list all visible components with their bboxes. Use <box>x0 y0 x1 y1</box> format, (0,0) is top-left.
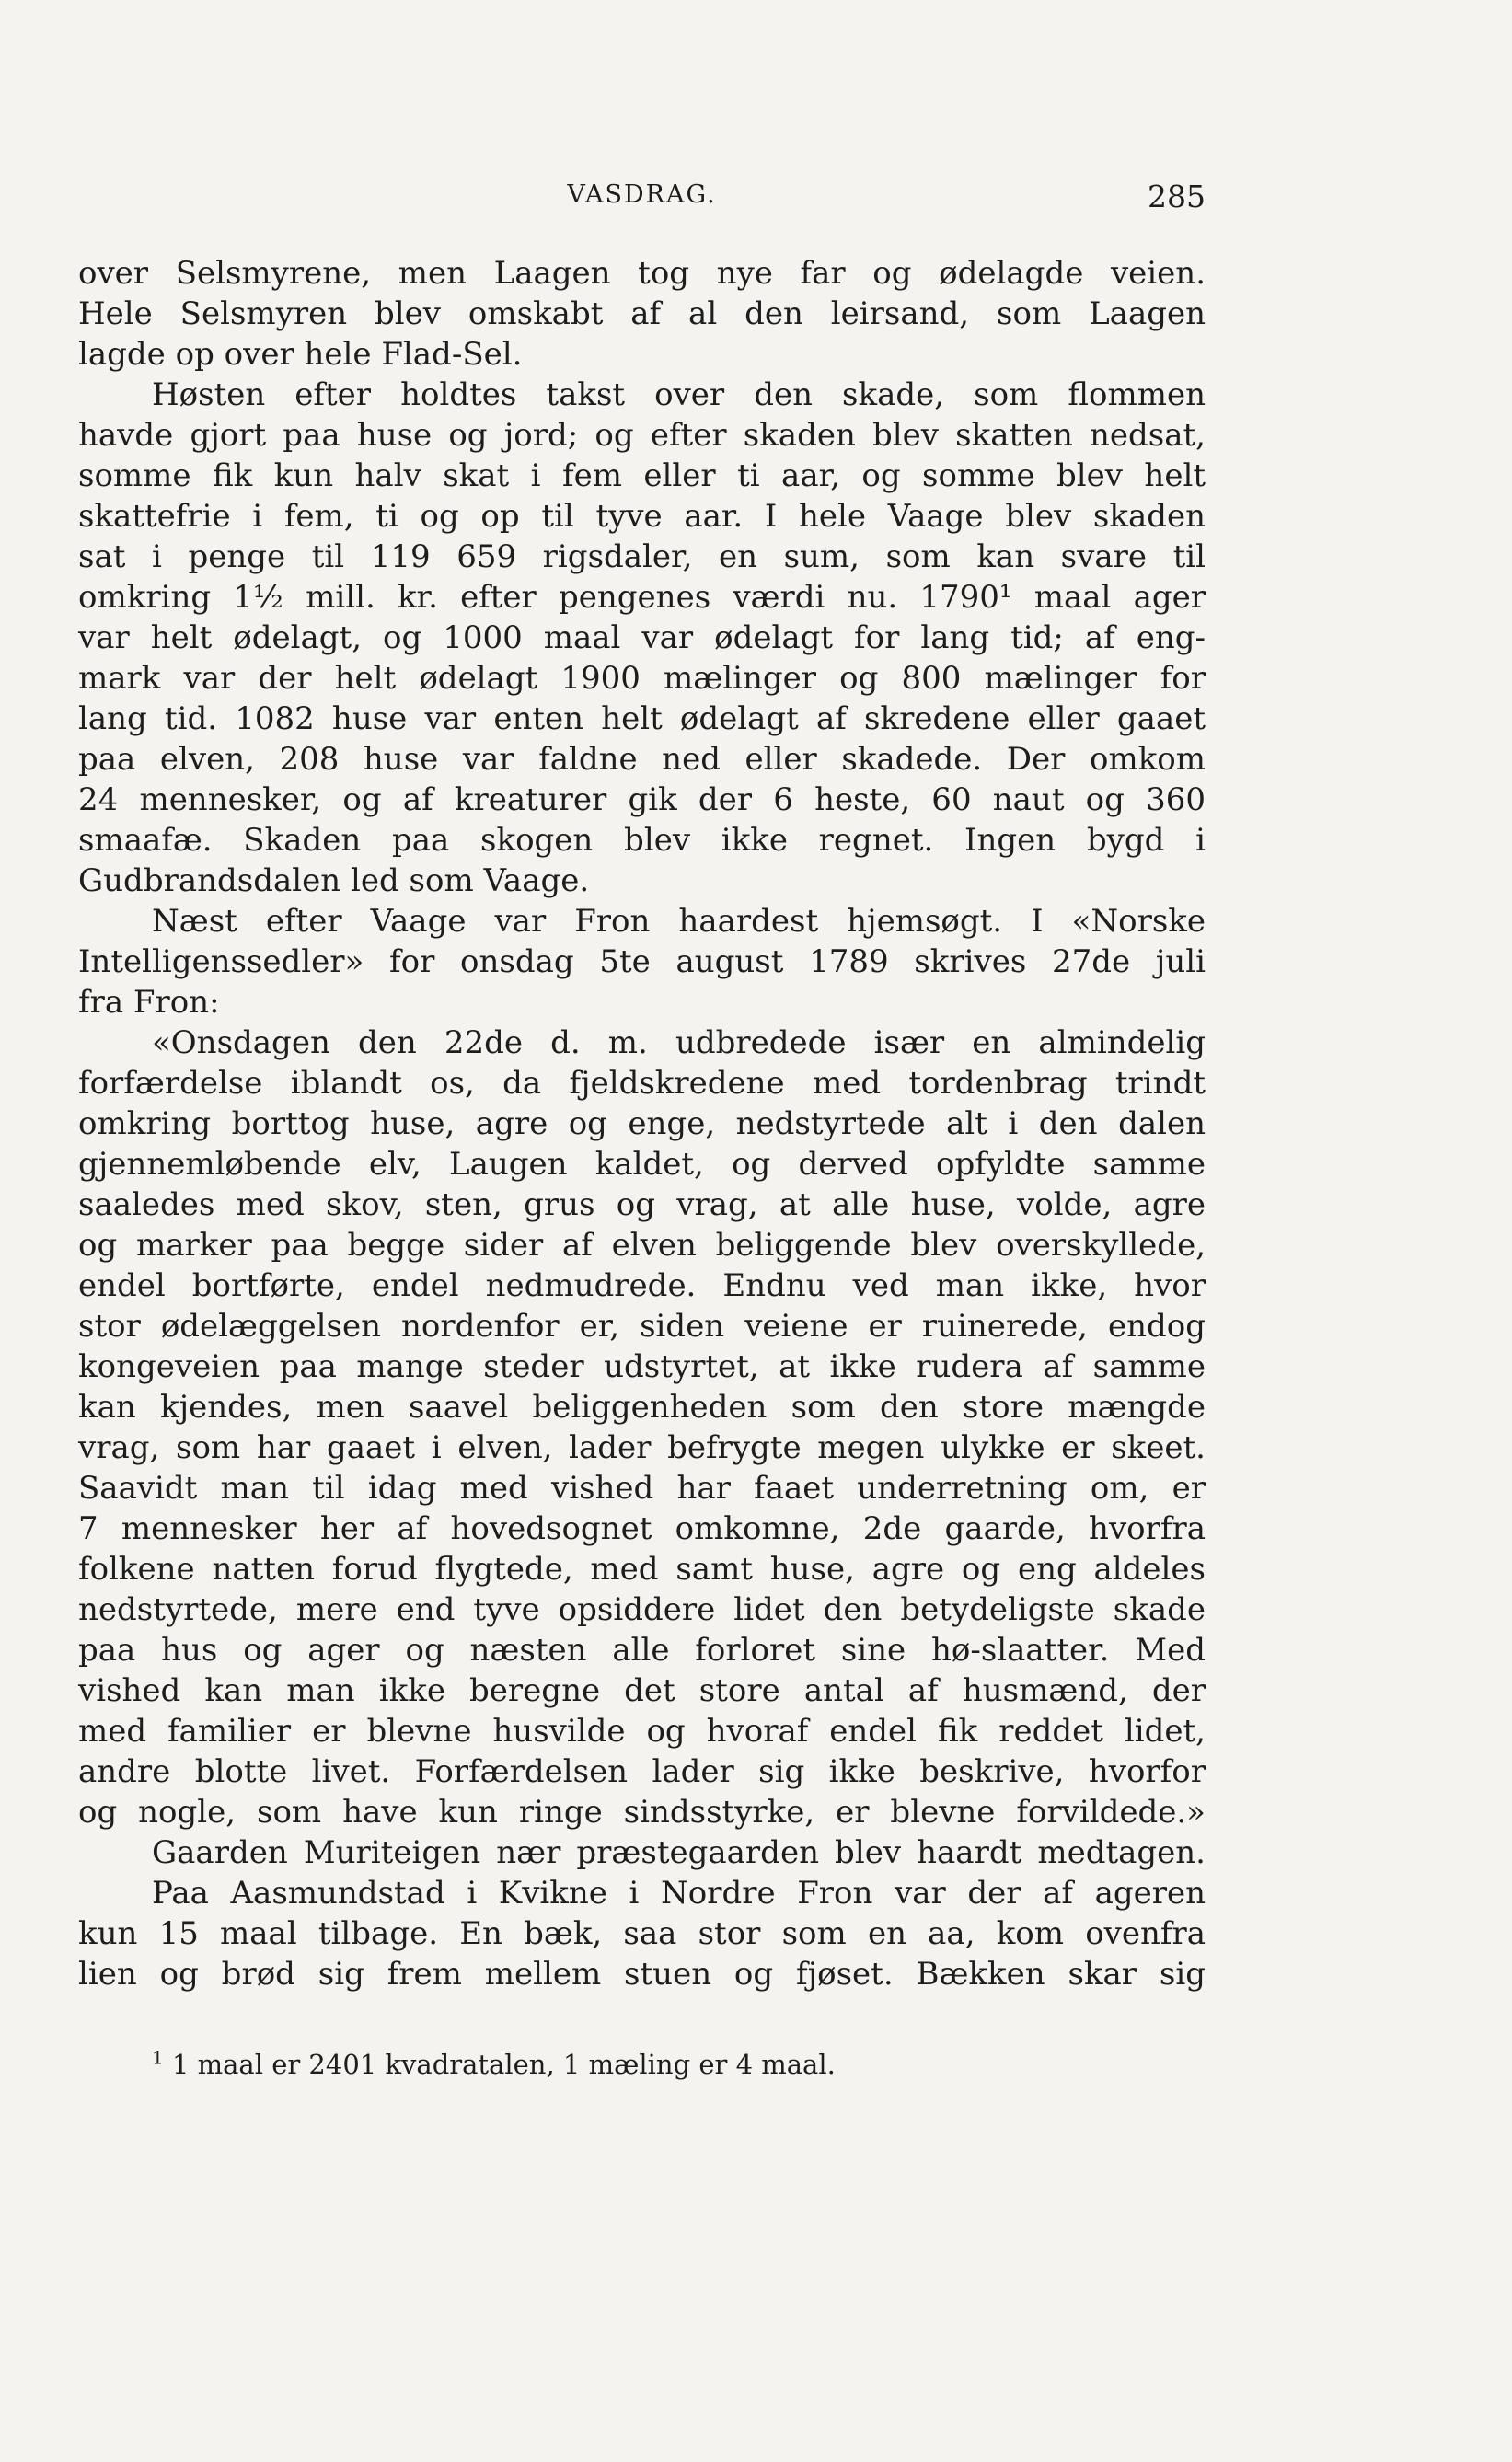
text-line: over Selsmyrene, men Laagen tog nye far og ødelagde veien. <box>78 255 1206 292</box>
text-line: gjennemløbende elv, Laugen kaldet, og derved opfyldte samme <box>78 1146 1206 1183</box>
text-line: paa hus og ager og næsten alle forloret sine hø-slaatter. Med <box>78 1632 1206 1669</box>
text-line: med familier er blevne husvilde og hvoraf endel fik reddet lidet, <box>78 1713 1206 1750</box>
text-line: kun 15 maal tilbage. En bæk, saa stor som en aa, kom ovenfra <box>78 1915 1206 1952</box>
footnote <box>152 2046 836 2080</box>
text-line: Intelligenssedler» for onsdag 5te august 1789 skrives 27de juli <box>78 943 1206 980</box>
text-line: var helt ødelagt, og 1000 maal var ødelagt for lang tid; af eng- <box>78 619 1206 656</box>
text-line: sat i penge til 119 659 rigsdaler, en sum, som kan svare til <box>78 538 1206 575</box>
footnote-text: 1 maal er 2401 kvadratalen, 1 mæling er 4 maal. <box>171 2049 836 2080</box>
text-line: lang tid. 1082 huse var enten helt ødelagt af skredene eller gaaet <box>78 700 1206 737</box>
footnote-marker: 1 <box>152 2046 164 2069</box>
page-header <box>78 180 1206 217</box>
text-line: og marker paa begge sider af elven beliggende blev overskyllede, <box>78 1227 1206 1264</box>
text-line: lien og brød sig frem mellem stuen og fjøset. Bækken skar sig <box>78 1956 1206 1993</box>
text-line: omkring borttog huse, agre og enge, nedstyrtede alt i den dalen <box>78 1105 1206 1142</box>
text-line: og nogle, som have kun ringe sindsstyrke, er blevne forvildede.» <box>78 1794 1206 1831</box>
text-line: vished kan man ikke beregne det store antal af husmænd, der <box>78 1672 1206 1709</box>
text-line: Hele Selsmyren blev omskabt af al den leirsand, som Laagen <box>78 295 1206 332</box>
text-line: somme fik kun halv skat i fem eller ti aar, og somme blev helt <box>78 457 1206 494</box>
text-line: Næst efter Vaage var Fron haardest hjemsøgt. I «Norske <box>152 903 1206 940</box>
text-line: fra Fron: <box>78 984 220 1021</box>
text-line: lagde op over hele Flad-Sel. <box>78 336 523 373</box>
text-line: nedstyrtede, mere end tyve opsiddere lidet den betydeligste skade <box>78 1591 1206 1628</box>
running-title: VASDRAG. <box>567 180 717 209</box>
text-line: 7 mennesker her af hovedsognet omkomne, 2de gaarde, hvorfra <box>78 1510 1206 1547</box>
text-line: mark var der helt ødelagt 1900 mælinger og 800 mælinger for <box>78 660 1206 697</box>
text-line: saaledes med skov, sten, grus og vrag, at alle huse, volde, agre <box>78 1186 1206 1223</box>
text-line: 24 mennesker, og af kreaturer gik der 6 heste, 60 naut og 360 <box>78 781 1206 818</box>
text-line: smaafæ. Skaden paa skogen blev ikke regnet. Ingen bygd i <box>78 822 1206 859</box>
body-text <box>78 253 1206 1994</box>
page-number: 285 <box>1148 179 1206 214</box>
text-line: Paa Aasmundstad i Kvikne i Nordre Fron var der af ageren <box>152 1875 1206 1912</box>
text-line: «Onsdagen den 22de d. m. udbredede især en almindelig <box>152 1024 1206 1061</box>
text-line: Gudbrandsdalen led som Vaage. <box>78 862 590 899</box>
text-line: stor ødelæggelsen nordenfor er, siden veiene er ruinerede, endog <box>78 1308 1206 1345</box>
text-line: vrag, som har gaaet i elven, lader befrygte megen ulykke er skeet. <box>78 1429 1206 1466</box>
text-line: kongeveien paa mange steder udstyrtet, at ikke rudera af samme <box>78 1348 1206 1385</box>
text-line: andre blotte livet. Forfærdelsen lader sig ikke beskrive, hvorfor <box>78 1753 1206 1790</box>
text-line: kan kjendes, men saavel beliggenheden som den store mængde <box>78 1389 1206 1426</box>
text-line: forfærdelse iblandt os, da fjeldskredene med tordenbrag trindt <box>78 1065 1206 1102</box>
text-line: Saavidt man til idag med vished har faaet underretning om, er <box>78 1470 1206 1507</box>
text-line: omkring 1½ mill. kr. efter pengenes værdi nu. 1790¹ maal ager <box>78 579 1206 616</box>
text-line: skattefrie i fem, ti og op til tyve aar. I hele Vaage blev skaden <box>78 498 1206 535</box>
text-line: Høsten efter holdtes takst over den skade, som flommen <box>152 376 1206 413</box>
text-line: havde gjort paa huse og jord; og efter skaden blev skatten nedsat, <box>78 417 1206 454</box>
text-line: Gaarden Muriteigen nær præstegaarden blev haardt medtagen. <box>152 1834 1206 1871</box>
text-line: folkene natten forud flygtede, med samt huse, agre og eng aldeles <box>78 1551 1206 1588</box>
text-line: endel bortførte, endel nedmudrede. Endnu ved man ikke, hvor <box>78 1267 1206 1304</box>
text-line: paa elven, 208 huse var faldne ned eller skadede. Der omkom <box>78 741 1206 778</box>
